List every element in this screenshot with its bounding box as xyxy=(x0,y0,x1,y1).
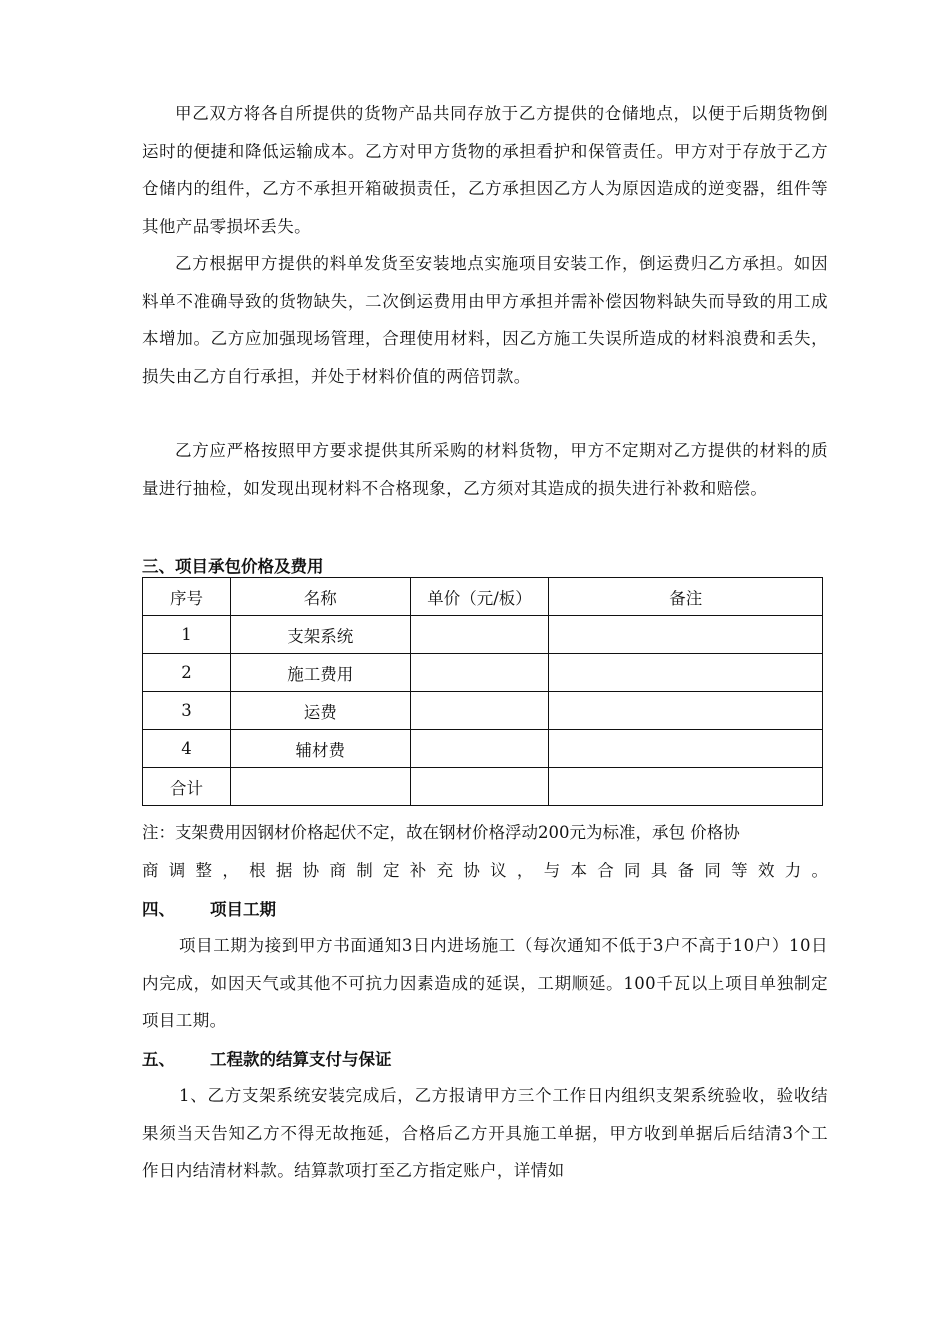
section-4-title xyxy=(142,898,276,922)
section-5-number: 五、 xyxy=(142,1050,175,1069)
paragraph-settlement: 1、乙方支架系统安装完成后，乙方报请甲方三个工作日内组织支架系统验收，验收结果须当天告知乙方不得无故拖延，合格后乙方开具施工单据，甲方收到单据后后结清3个工作日内结清材料款。结算款项打至乙方指定账户，详情如 xyxy=(142,1086,828,1180)
table-cell: 施工费用 xyxy=(230,654,410,692)
section-5-label: 工程款的结算支付与保证 xyxy=(210,1050,392,1069)
table-cell xyxy=(410,768,549,806)
paragraph-storage: 甲乙双方将各自所提供的货物产品共同存放于乙方提供的仓储地点，以便于后期货物倒运时的便捷和降低运输成本。乙方对甲方货物的承担看护和保管责任。甲方对于存放于乙方仓储内的组件，乙方不承担开箱破损责任，乙方承担因乙方人为原因造成的逆变器，组件等其他产品零损坏丢失。 xyxy=(142,104,828,236)
table-cell: 1 xyxy=(143,616,231,654)
table-cell xyxy=(230,768,410,806)
table-cell xyxy=(549,730,823,768)
table-row xyxy=(143,654,823,692)
table-cell: 4 xyxy=(143,730,231,768)
table-cell xyxy=(549,768,823,806)
table-cell: 运费 xyxy=(230,692,410,730)
table-cell xyxy=(410,616,549,654)
table-header-cell: 单价（元/板） xyxy=(410,578,549,616)
price-note-line-2: 商调整，根据协商制定补充协议，与本合同具备同等效力。 xyxy=(142,861,828,880)
table-cell: 辅材费 xyxy=(230,730,410,768)
table-cell: 合计 xyxy=(143,768,231,806)
section-3-title: 三、项目承包价格及费用 xyxy=(142,557,324,576)
table-header-cell: 名称 xyxy=(230,578,410,616)
section-4-label: 项目工期 xyxy=(210,900,276,919)
table-row xyxy=(143,692,823,730)
table-cell xyxy=(549,654,823,692)
table-cell xyxy=(410,654,549,692)
table-cell xyxy=(410,692,549,730)
price-note-line-1: 注：支架费用因钢材价格起伏不定，故在钢材价格浮动200元为标准，承包 价格协 xyxy=(142,823,740,842)
table-header-cell: 备注 xyxy=(549,578,823,616)
paragraph-schedule: 项目工期为接到甲方书面通知3日内进场施工（每次通知不低于3户不高于10户）10日内完成，如因天气或其他不可抗力因素造成的延误，工期顺延。100千瓦以上项目单独制定项目工期。 xyxy=(142,936,828,1030)
paragraph-shipping: 乙方根据甲方提供的料单发货至安装地点实施项目安装工作，倒运费归乙方承担。如因料单不准确导致的货物缺失，二次倒运费用由甲方承担并需补偿因物料缺失而导致的用工成本增加。乙方应加强现场管理，合理使用材料，因乙方施工失误所造成的材料浪费和丢失，损失由乙方自行承担，并处于材料价值的两倍罚款。 xyxy=(142,254,828,386)
table-cell xyxy=(549,616,823,654)
table-header-cell: 序号 xyxy=(143,578,231,616)
table-cell xyxy=(410,730,549,768)
table-cell: 3 xyxy=(143,692,231,730)
table-cell: 支架系统 xyxy=(230,616,410,654)
section-5-title xyxy=(142,1048,392,1072)
price-table xyxy=(142,577,823,806)
table-row xyxy=(143,730,823,768)
table-cell: 2 xyxy=(143,654,231,692)
table-row xyxy=(143,616,823,654)
paragraph-quality: 乙方应严格按照甲方要求提供其所采购的材料货物，甲方不定期对乙方提供的材料的质量进行抽检，如发现出现材料不合格现象，乙方须对其造成的损失进行补救和赔偿。 xyxy=(142,441,828,498)
section-4-number: 四、 xyxy=(142,900,175,919)
table-header-row xyxy=(143,578,823,616)
table-row-total xyxy=(143,768,823,806)
table-cell xyxy=(549,692,823,730)
